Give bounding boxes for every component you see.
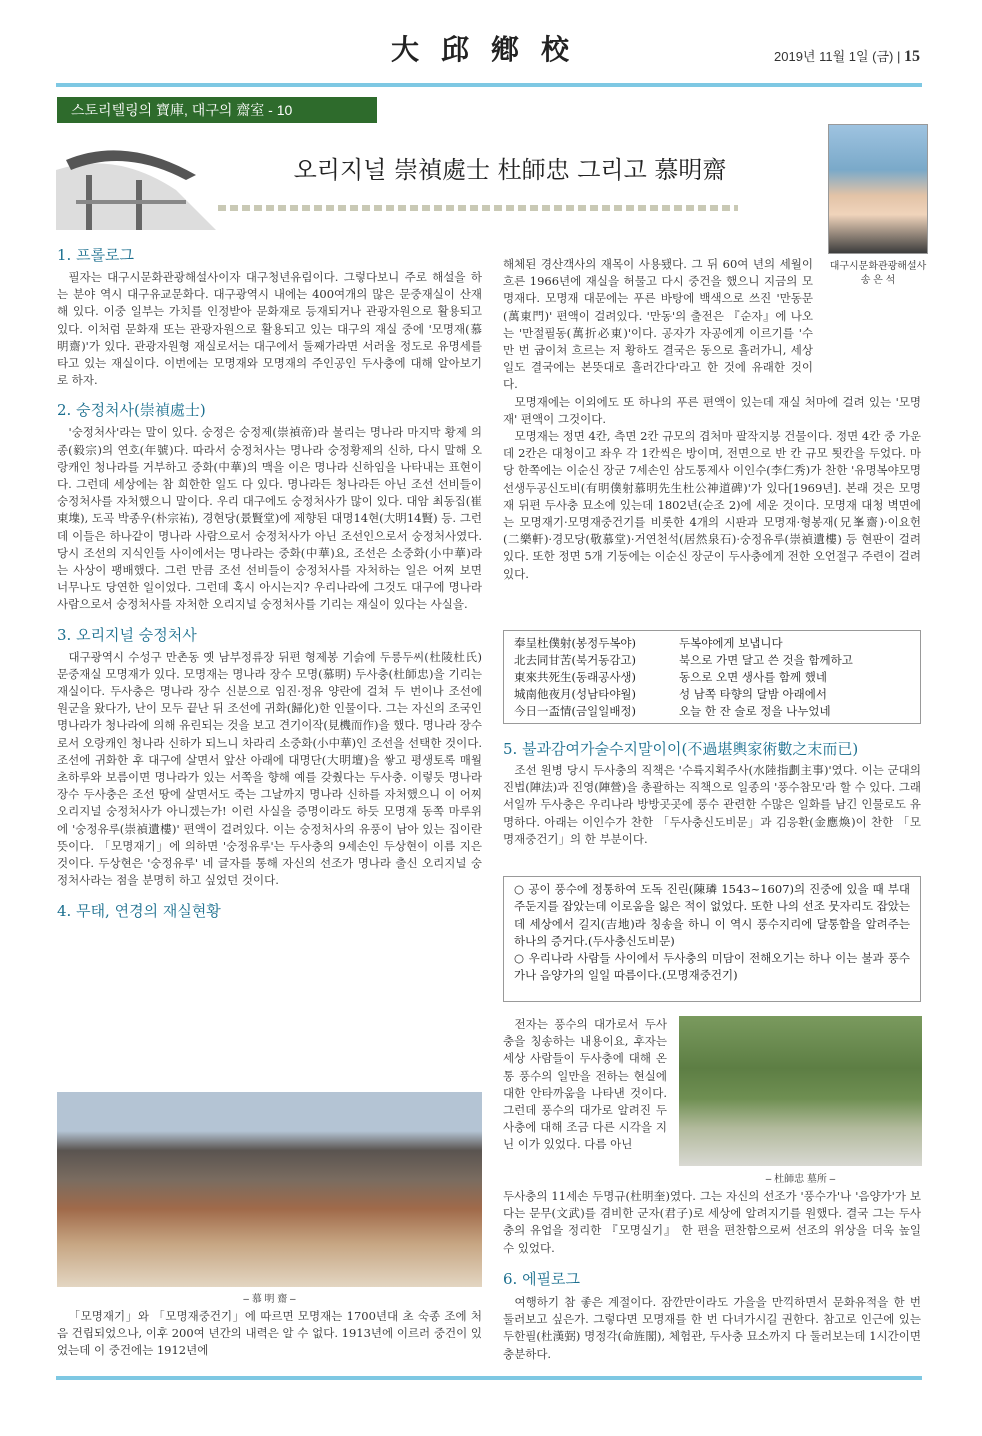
section-4-title: 4. 무태, 연경의 재실현황 — [57, 901, 221, 920]
poem-translation: 성 남쪽 타향의 달밤 아래에서 — [679, 687, 827, 701]
poem-line — [514, 635, 910, 652]
tomb-photo — [679, 1016, 922, 1166]
date-text: 2019년 11월 1일 (금) | — [774, 49, 901, 64]
headline: 오리지널 崇禎處士 杜師忠 그리고 慕明齋 — [293, 156, 727, 184]
section-2-body: '숭정처사'라는 말이 있다. 숭정은 숭정제(崇禎帝)라 불리는 명나라 마지막 황제 의종(毅宗)의 연호(年號)다. 따라서 숭정처사는 명나라 숭정황제의 신하, 다시 말해 오랑캐인 청나라를 거부하고 중화(中華)의 맥을 이은 명나라 신하임을 나타내는 표현이다. 그런데 세상에는 참 희한한 일도 다 있다. 명나라든 청나라든 아닌 조선 선비들이 숭정처사를 자처했으니 말이다. 우리 대구에도 숭정처사가 많이 있다. 대암 최동집(崔東㙫), 도곡 박종우(朴宗祐), 경현당(景賢堂)에 제향된 대명14현(大明14賢) 등. 그런데 이들은 하나같이 명나라 사람으로서 숭정처사가 아닌 조선인으로서 숭정처사였다. 당시 조선의 지식인들 사이에서는 명나라는 중화(中華)요, 조선은 소중화(小中華)라는 사상이 팽배했다. 그런 만큼 조선 선비들이 숭정처사를 자처하는 일은 어찌 보면 너무나도 당연한 일이었다. 그런데 혹시 아시는지? 우리나라에 그것도 대구에 명나라 사람으로서 숭정처사를 자처한 오리지널 숭정처사를 기리는 재실이 있다는 사실을. — [57, 425, 482, 612]
poem-line — [514, 703, 910, 720]
section-4-body-right-2: 모명재에는 이외에도 또 하나의 푸른 편액이 있는데 재실 처마에 걸려 있는 '모명재' 편액이 그것이다. — [503, 394, 921, 426]
author-name: 송 은 석 — [860, 275, 896, 286]
issue-date — [774, 46, 920, 66]
title-rule — [218, 205, 738, 211]
moomyeongjae-photo — [57, 1092, 482, 1287]
bottom-rule — [56, 1376, 922, 1380]
section-3-body: 대구광역시 수성구 만촌동 옛 남부정류장 뒤편 형제봉 기슭에 두릉두씨(杜陵杜氏) 문중재실 모명재가 있다. 모명재는 명나라 장수 모명(慕明) 두사충(杜師忠)을 기리는 재실이다. 두사충은 명나라 장수 신분으로 임진·정유 양란에 걸쳐 두 번이나 조선에 원군을 왔다가, 난이 모두 끝난 뒤 조선에 귀화(歸化)한 인물이다. 그는 자신의 조국인 명나라가 청나라에 의해 유린되는 것을 보고 견기이작(見機而作)을 했다. 명나라 장수로서 오랑캐인 청나라 신하가 되느니 차라리 소중화(小中華)인 조선을 선택한 것이다. 조선에 귀화한 후 대구에 살면서 앞산 아래에 대명단(大明壇)을 쌓고 평생토록 매월 초하루와 보름이면 명나라가 있는 서쪽을 향해 예를 갖췄다는 두사충. 이렇듯 명나라 장수 두사충은 조선 땅에 살면서도 죽는 그날까지 명나라 신하를 자처했으니 이 어찌 오리지널 숭정처사가 아니겠는가! 이런 사실을 증명이라도 하듯 모명재 동쪽 마루위에 '숭정유루(崇禎遺樓)' 편액이 걸려있다. 이는 숭정처사의 유풍이 남아 있는 집이란 뜻이다. 「모명재기」에 의하면 '숭정유루'는 두사충의 9세손인 두상현이 이름 지은 것이다. 두상현은 '숭정유루' 네 글자를 통해 자신의 선조가 명나라 출신 오리지널 숭정처사라는 점을 분명히 하고 싶었던 것이다. — [57, 649, 482, 888]
poem-translation: 북으로 가면 달고 쓴 것을 함께하고 — [679, 653, 853, 667]
pavilion-illustration — [56, 130, 216, 230]
section-4-body-right: 해체된 경산객사의 재목이 사용됐다. 그 뒤 60여 년의 세월이 흐른 1966년에 재실을 허물고 다시 중건을 했으니 지금의 모명재다. 모명재 대문에는 푸른 바탕에 백색으로 쓰진 '만동문(萬東門)' 편액이 걸려있다. '만동'의 출전은 『순자』에 나오는 '만절필동(萬折必東)'이다. 공자가 자공에게 이르기를 '수 만 번 굽이쳐 흐르는 저 황하도 결국은 동으로 흘러가니, 세상일도 결국에는 본뜻대로 흘러간다'라고 한 것에 유래한 것이다. — [503, 257, 813, 392]
author-photo — [828, 124, 928, 254]
poem-line — [514, 669, 910, 686]
poem-hanja: 城南他夜月(성남타야월) — [514, 687, 637, 701]
section-1-body: 필자는 대구시문화관광해설사이자 대구청년유림이다. 그렇다보니 주로 해설을 하는 분야 역시 대구유교문화다. 대구광역시 내에는 400여개의 많은 문중재실이 산재해 있다. 이중 일부는 가치를 인정받아 문화재로 등재되거나 관광자원으로 활용되고 있다. 이처럼 문화재 또는 관광자원으로 활용되고 있는 대구의 재실 중에 '모명재(慕明齋)'가 있다. 관광자원형 재실로서는 대구에서 둘째가라면 서러울 정도로 유명세를 타고 있는 재실이다. 이번에는 모명재와 모명재의 주인공인 두사충에 대해 알아보기로 하자. — [57, 270, 482, 388]
masthead: 大邱鄕校 — [390, 33, 591, 66]
series-banner: 스토리텔링의 寶庫, 대구의 齋室 - 10 — [57, 97, 377, 123]
poem-hanja: 今日一盃情(금일일배정) — [514, 704, 637, 718]
poem-translation: 두복야에게 보냅니다 — [679, 636, 783, 650]
quote-box: ○ 공이 풍수에 정통하여 도독 진린(陳璘 1543~1607)의 진중에 있을 때 부대 주둔지를 잡았는데 이로움을 잃은 적이 없었다. 또한 나의 선조 뭇자리도 잡았는데 세상에서 길지(吉地)라 칭송을 하니 이 역시 풍수지리에 달통함을 알려주는 하나의 증거다.(두사충신도비문) ○ 우리나라 사람들 사이에서 두사충의 미담이 전해오기는 하나 이는 불과 풍수가나 음양가의 일일 따름이다.(모명재중건기) — [503, 876, 921, 1002]
section-4-body-right-3: 모명재는 정면 4칸, 측면 2칸 규모의 겹처마 팔작지붕 건물이다. 정면 4칸 중 가운데 2칸은 대청이고 좌우 각 1칸씩은 방이며, 전면으로 반 칸 규모 툇칸을 두었다. 마당 한쪽에는 이순신 장군 7세손인 삼도통제사 이인수(李仁秀)가 찬한 '유명복야모명선생두공신도비(有明僕射慕明先生杜公神道碑)'가 있다[1969년]. 본래 것은 모명재 뒤편 두사충 묘소에 있는데 1802년(순조 2)에 세운 것이다. 모명재 대청 벽면에는 모명재기·모명재중건기를 비롯한 4개의 시판과 모명재·형봉재(兄峯齋)·이요헌(二樂軒)·경모당(敬慕堂)·거연천석(居然泉石)·숭정유루(崇禎遺樓) 등 현판이 걸려 있다. 또한 정면 5개 기둥에는 이순신 장군이 두사충에게 전한 오언절구 주련이 걸려 있다. — [503, 429, 921, 581]
section-4-body-bottom: 「모명재기」와 「모명재중건기」에 따르면 모명재는 1700년대 초 숙종 조에 처음 건립되었으나, 이후 200여 년간의 내력은 알 수 없다. 1913년에 이르러 중건이 있었는데 이 중건에는 1912년에 — [57, 1309, 482, 1358]
right-column — [503, 256, 921, 583]
page-number: 15 — [904, 48, 920, 65]
section-5-title: 5. 불과감여가술수지말이이(不過堪輿家術數之末而已) — [503, 740, 859, 758]
section-5-body-3: 두사충의 11세손 두명규(杜明奎)였다. 그는 자신의 선조가 '풍수가'나 '음양가'가 보다는 문무(文武)를 겸비한 군자(君子)로 세상에 알려지기를 원했다. 결국 그는 두사충의 유업을 정리한 『모명실기』 한 편을 편찬함으로써 선조의 위상을 더욱 높일 수 있었다. — [503, 1189, 921, 1255]
poem-hanja: 東來共死生(동래공사생) — [514, 670, 637, 684]
section-5-body-2: 전자는 풍수의 대가로서 두사충을 칭송하는 내용이요, 후자는 세상 사람들이 두사충에 대해 온통 풍수의 일만을 전하는 현실에 대한 안타까움을 나타낸 것이다. 그런데 풍수의 대가로 알려진 두사충에 대해 조금 다른 시각을 지닌 이가 있었다. 다름 아닌 — [503, 1017, 667, 1152]
section-6-title: 6. 에필로그 — [503, 1270, 581, 1288]
top-rule — [56, 83, 922, 87]
poem-hanja: 北去同甘苦(북거동감고) — [514, 653, 637, 667]
section-6-body: 여행하기 참 좋은 계절이다. 잠깐만이라도 가을을 만끽하면서 문화유적을 한 번 둘러보고 싶은가. 그렇다면 모명재를 한 번 다녀가시길 권한다. 참고로 인근에 있는 두한필(杜漢弼) 명정각(命旌閣), 체험관, 두사충 묘소까지 다 둘러보는데 1시간이면 충분하다. — [503, 1295, 921, 1361]
section-2-title: 2. 숭정처사(崇禎處士) — [57, 401, 206, 420]
poem-hanja: 奉呈杜僕射(봉정두복야) — [514, 636, 637, 650]
poem-box — [503, 630, 921, 724]
author-title: 대구시문화관광해설사 — [829, 261, 927, 272]
poem-line — [514, 652, 910, 669]
section-5-body: 조선 원병 당시 두사충의 직책은 '수륙지획주사(水陸指劃主事)'였다. 이는 군대의 진법(陣法)과 진영(陣營)을 총괄하는 직책으로 일종의 '풍수참모'라 할 수 있다. 그래서일까 두사충은 우리나라 방방곳곳에 풍수 관련한 수많은 일화를 남긴 인물로도 유명하다. 아래는 이인수가 찬한 「두사충신도비문」과 김응환(金應煥)이 찬한 「모명재중건기」의 한 부분이다. — [503, 763, 921, 846]
poem-translation: 오늘 한 잔 술로 정을 나누었네 — [679, 704, 831, 718]
section-3-title: 3. 오리지널 숭정처사 — [57, 625, 197, 644]
left-column — [57, 244, 482, 921]
poem-line — [514, 686, 910, 703]
hall-caption: – 慕 明 齋 – — [243, 1294, 296, 1305]
poem-translation: 동으로 오면 생사를 함께 했네 — [679, 670, 827, 684]
tomb-caption: – 杜師忠 墓所 – — [765, 1174, 836, 1185]
section-1-title: 1. 프롤로그 — [57, 246, 135, 264]
